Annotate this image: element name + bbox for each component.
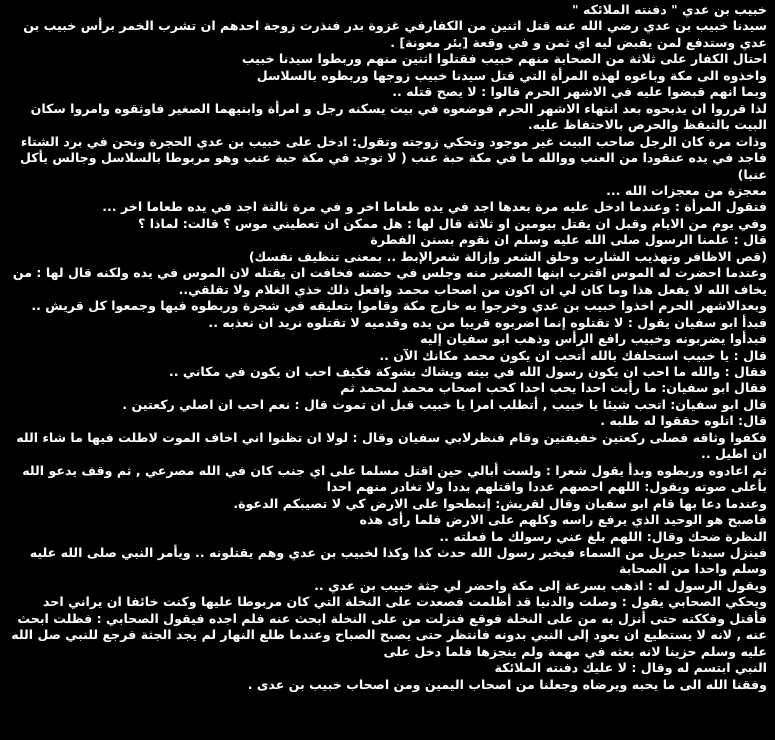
story-paragraph: النبي ابتسم له وقال : لا عليك دفنته الملائكة xyxy=(494,660,767,676)
story-paragraph: ثم اعادوه وربطوه وبدأ يقول شعرا : ولست أبالي حين اقتل مسلما على اي جنب كان في الله مصرعي , ثم وقف يدعو الله بأعلى صوته ويقول: اللهم احصهم عددا واقتلهم بددا ولا تغادر منهم احدا xyxy=(22,462,767,495)
story-paragraph: ويحكي الصحابي يقول : وصلت والدنيا قد أظلمت فصعدت على النخلة التي كان مربوطا عليها وكنت خائفا ان يراني احد فأقتل وفككته حتى أنزل به من على النخلة فوقع فنزلت من على النخلة ابحث عنه فلم اجده فيقول الصحابي : فظلت ابحث عنه , لانه لا يستطيع ان يعود إلى النبي بدونه فانتظر حتى يصبح الصباح وعندما طلع النهار لم يجد الجثة فرجع للنبي صل الله عليه وسلم حزينا لانه بعثه في مهمة ولم ينجزها فلما دخل على xyxy=(11,594,767,659)
story-paragraph: وفي يوم من الايام وقبل ان يقتل بيومين او ثلاثة قال لها : هل ممكن ان تعطيني موس ؟ قالت: لماذا ؟ xyxy=(138,215,767,231)
story-paragraph: واخذوه الى مكة وباعوه لهذه المرأة التي قتل سيدنا خبيب زوجها وربطوه بالسلاسل xyxy=(256,67,767,83)
story-paragraph: قال : علمنا الرسول صلى الله عليه وسلم ان نقوم بسنن الفطرة xyxy=(370,232,767,248)
story-paragraph: فبدأوا يضربونه وخبيب رافع الرأس وذهب ابو سفيان إليه xyxy=(420,331,767,347)
story-paragraph: فينزل سيدنا جبريل من السماء فيخبر رسول الله حدث كذا وكذا لخبيب بن عدي وهم يقتلونه .. ويأمر النبي صلى الله عليه وسلم واحدا من الصحابة xyxy=(29,544,767,577)
story-paragraph: وعندما دعا بها قام ابو سفيان وقال لقريش: إنبطحوا على الارض كي لا تصيبكم الدعوة. xyxy=(233,495,767,511)
story-paragraph: النظرة ضحك وقال: اللهم بلغ عني رسولك ما فعلته .. xyxy=(439,528,767,544)
story-paragraph: فبدأ ابو سفيان يقول : لا تقتلوه إنما اضربوه قريبا من يده وقدميه لا تقتلوه نريد ان نعذبه .. xyxy=(208,314,767,330)
story-paragraph: لذا قرروا ان يذبحوه بعد انتهاء الاشهر الحرم فوضعوه في بيت يسكنه رجل و امرأة وابنيهما الصغير فاوثقوه وامروا سكان البيت بالتيقظ والحرص بالاحتفاظ عليه. xyxy=(30,100,767,133)
story-paragraph: وبما انهم قبضوا عليه في الاشهر الحرم قالوا : لا يصح قتله .. xyxy=(392,84,767,100)
story-paragraph: فقال ابو سفيان: ما رأيت احدا يحب احدا كحب اصحاب محمد لمحمد ثم xyxy=(340,380,767,396)
story-paragraph: وبعدالاشهر الحرم اخذوا خبيب بن عدي وخرجوا به خارج مكة وقاموا بتعليقه في شجرة وربطوه فيها وجمعوا كل قريش .. xyxy=(31,298,767,314)
story-title: خبيب بن عدي " دفنته الملائكه " xyxy=(572,2,767,17)
story-paragraph: قال : يا خبيب استحلفك بالله أتحب ان يكون محمد مكانك الآن .. xyxy=(379,347,767,363)
story-paragraph: معجزة من معجزات الله ... xyxy=(606,182,767,198)
story-paragraph: قال ابو سفيان: اتحب شيئا يا خبيب , أتطلب امرا يا خبيب قبل ان تموت قال : نعم احب ان اصلي ركعتين . xyxy=(122,396,767,412)
story-paragraph: وفقنا الله الى ما يحبه ويرضاه وجعلنا من اصحاب اليمين ومن اصحاب خبيب بن عدى . xyxy=(247,676,767,692)
story-paragraph: وعندما احضرت له الموس اقترب ابنها الصغير منه وجلس في حضنه فخافت ان يقتله لان الموس في يده ولكنه قال لها : من يخاف الله لا يفعل هذا وما كان لي ان اكون من اصحاب محمد وافعل ذلك خذي الغلام ولا تقلقي.. xyxy=(12,265,767,297)
story-paragraph: وذات مرة كان الرجل صاحب البيت غير موجود وتحكي زوجته وتقول: ادخل على خبيب بن عدي الحجرة ونحن في برد الشتاء فاجد في يده عنقودا من العنب ووالله ما في مكة حبة عنب ( لا توجد في مكة حبة عنب وهو مربوطا بالسلاسل وجالس يأكل عنبا) xyxy=(20,133,767,182)
story-paragraph: احتال الكفار على ثلاثة من الصحابة منهم خبيب فقتلوا اثنين منهم وربطوا سيدنا خبيب xyxy=(241,51,767,67)
story-paragraph: (قص الاظافر وتهذيب الشارب وحلق الشعر وإزالة شعرالإبط .. بمعنى تنظيف نفسك) xyxy=(248,248,767,264)
story-paragraph: فقال : والله ما احب ان يكون رسول الله في بيته ويشاك بشوكة فكيف احب ان يكون في مكاني .. xyxy=(168,363,767,379)
story-paragraph: فتقول المرأة : وعندما ادخل عليه مرة بعدها اجد في يده طعاما اخر و في مرة ثالثة اجد في يده طعاما اخر ... xyxy=(102,199,767,215)
story-paragraph: ويقول الرسول له : اذهب بسرعة إلى مكة واحضر لي جثة خبيب بن عدي .. xyxy=(314,577,767,593)
story-paragraph: سيدنا خبيب بن عدي رضي الله عنه قتل اثنين من الكفارفي غزوة بدر فنذرت زوجة احدهم ان تشرب الخمر برأس خبيب بن عدي وستدفع لمن يقبض ليه اي ثمن و في وقعة [بئر معونة] . xyxy=(23,18,767,50)
story-paragraph: قال: اتلوه حققوا له طلبه . xyxy=(600,413,767,429)
story-paragraph: فاصبح هو الوحيد الذي يرفع راسه وكلهم على الارض فلما رأى هذه xyxy=(359,512,767,528)
story-paragraph: فكفوا وثاقه فصلى ركعتين خفيفتين وقام فنظرلابي سفيان وقال : لولا ان تظنوا اني اخاف الموت لاطلت فيها ما شاء الله ان اطيل .. xyxy=(16,429,767,462)
